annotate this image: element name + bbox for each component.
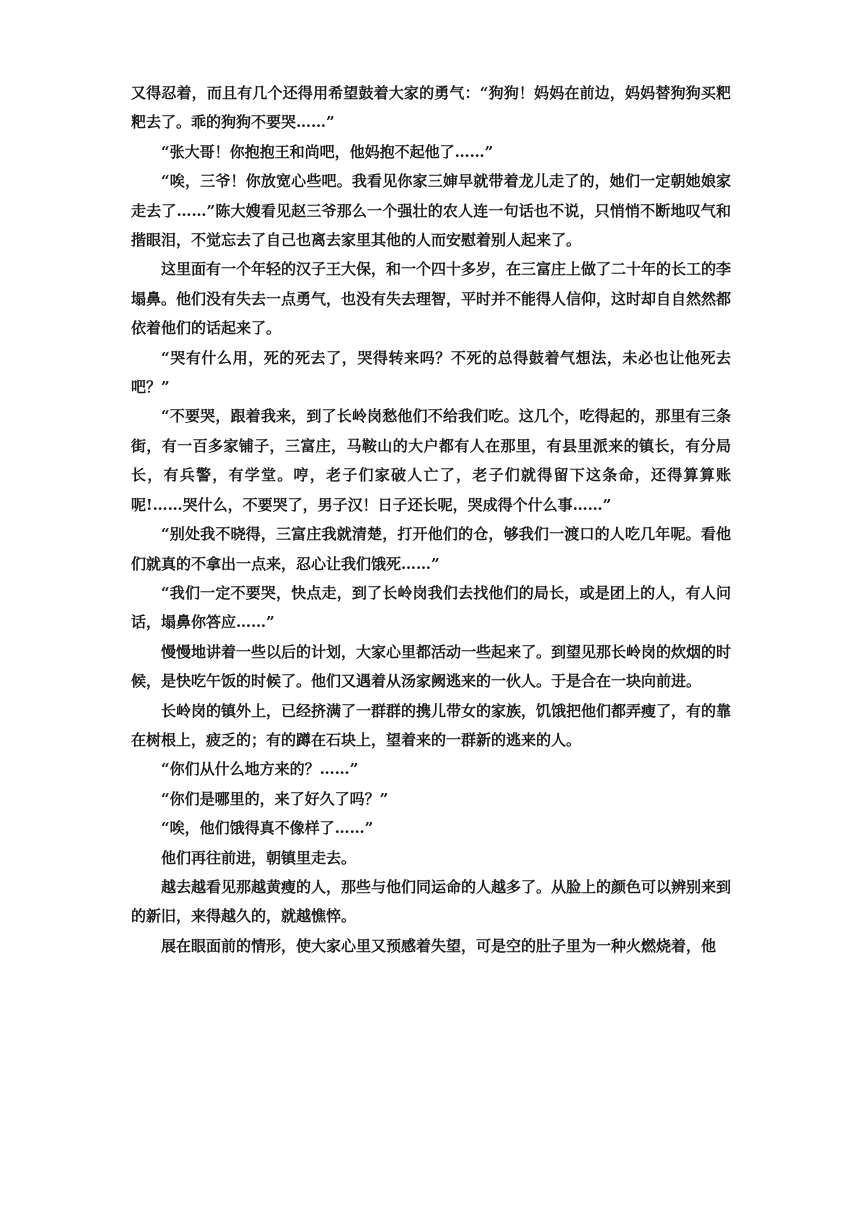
paragraph-15: 越去越看见那越黄瘦的人，那些与他们同运命的人越多了。从脸上的颜色可以辨别来到的新旧，来得越久的，就越憔悴。 [131, 877, 732, 926]
paragraph-5: “哭有什么用，死的死去了，哭得转来吗？不死的总得鼓着气想法，未必也让他死去吧？” [131, 348, 731, 397]
paragraph-16: 展在眼面前的情形，使大家心里又预感着失望，可是空的肚子里为一种火燃烧着，他 [161, 936, 717, 955]
paragraph-3: “唉，三爷！你放宽心些吧。我看见你家三婶早就带着龙儿走了的，她们一定朝她娘家走去了……”陈大嫂看见赵三爷那么一个强壮的农人连一句话也不说，只悄悄不断地叹气和揩眼泪，不觉忘去了自己也离去家里其他的人而安慰着别人起来了。 [131, 172, 731, 250]
paragraph-4: 这里面有一个年轻的汉子王大保，和一个四十多岁，在三富庄上做了二十年的长工的李塌鼻。他们没有失去一点勇气，也没有失去理智，平时并不能得人信仰，这时却自自然然都依着他们的话起来了。 [131, 260, 732, 338]
paragraph-14: 他们再往前进，朝镇里走去。 [161, 848, 357, 867]
paragraph-10: 长岭岗的镇外上，已经挤满了一群群的携儿带女的家族，饥饿把他们都弄瘦了，有的靠在树根上，疲乏的；有的蹲在石块上，望着来的一群新的逃来的人。 [131, 701, 732, 749]
paragraph-8: “我们一定不要哭，快点走，到了长岭岗我们去找他们的局长，或是团上的人，有人问话，塌鼻你答应……” [131, 583, 731, 632]
paragraph-13: “唉，他们饿得真不像样了……” [161, 819, 374, 838]
paragraph-9: 慢慢地讲着一些以后的计划，大家心里都活动一些起来了。到望见那长岭岗的炊烟的时候，是快吃午饭的时候了。他们又遇着从汤家阙逃来的一伙人。于是合在一块向前进。 [131, 642, 732, 691]
paragraph-11: “你们从什么地方来的？……” [161, 760, 359, 779]
paragraph-2: “张大哥！你抱抱王和尚吧，他妈抱不起他了……” [161, 142, 494, 161]
paragraph-12: “你们是哪里的，来了好久了吗？” [161, 789, 389, 808]
body-text [131, 79, 731, 961]
paragraph-6: “不要哭，跟着我来，到了长岭岗愁他们不给我们吃。这几个，吃得起的，那里有三条街，有一百多家铺子，三富庄，马鞍山的大户都有人在那里，有县里派来的镇长，有分局长，有兵警，有学堂。哼，老子们家破人亡了，老子们就得留下这条命，还得算算账呢!……哭什么，不要哭了，男子汉！日子还长呢，哭成得个什么事……” [131, 407, 731, 514]
paragraph-1: 又得忍着，而且有几个还得用希望鼓着大家的勇气：“狗狗！妈妈在前边，妈妈替狗狗买粑粑去了。乖的狗狗不要哭……” [131, 84, 731, 132]
paragraph-7: “别处我不晓得，三富庄我就清楚，打开他们的仓，够我们一渡口的人吃几年呢。看他们就真的不拿出一点来，忍心让我们饿死……” [131, 525, 731, 573]
